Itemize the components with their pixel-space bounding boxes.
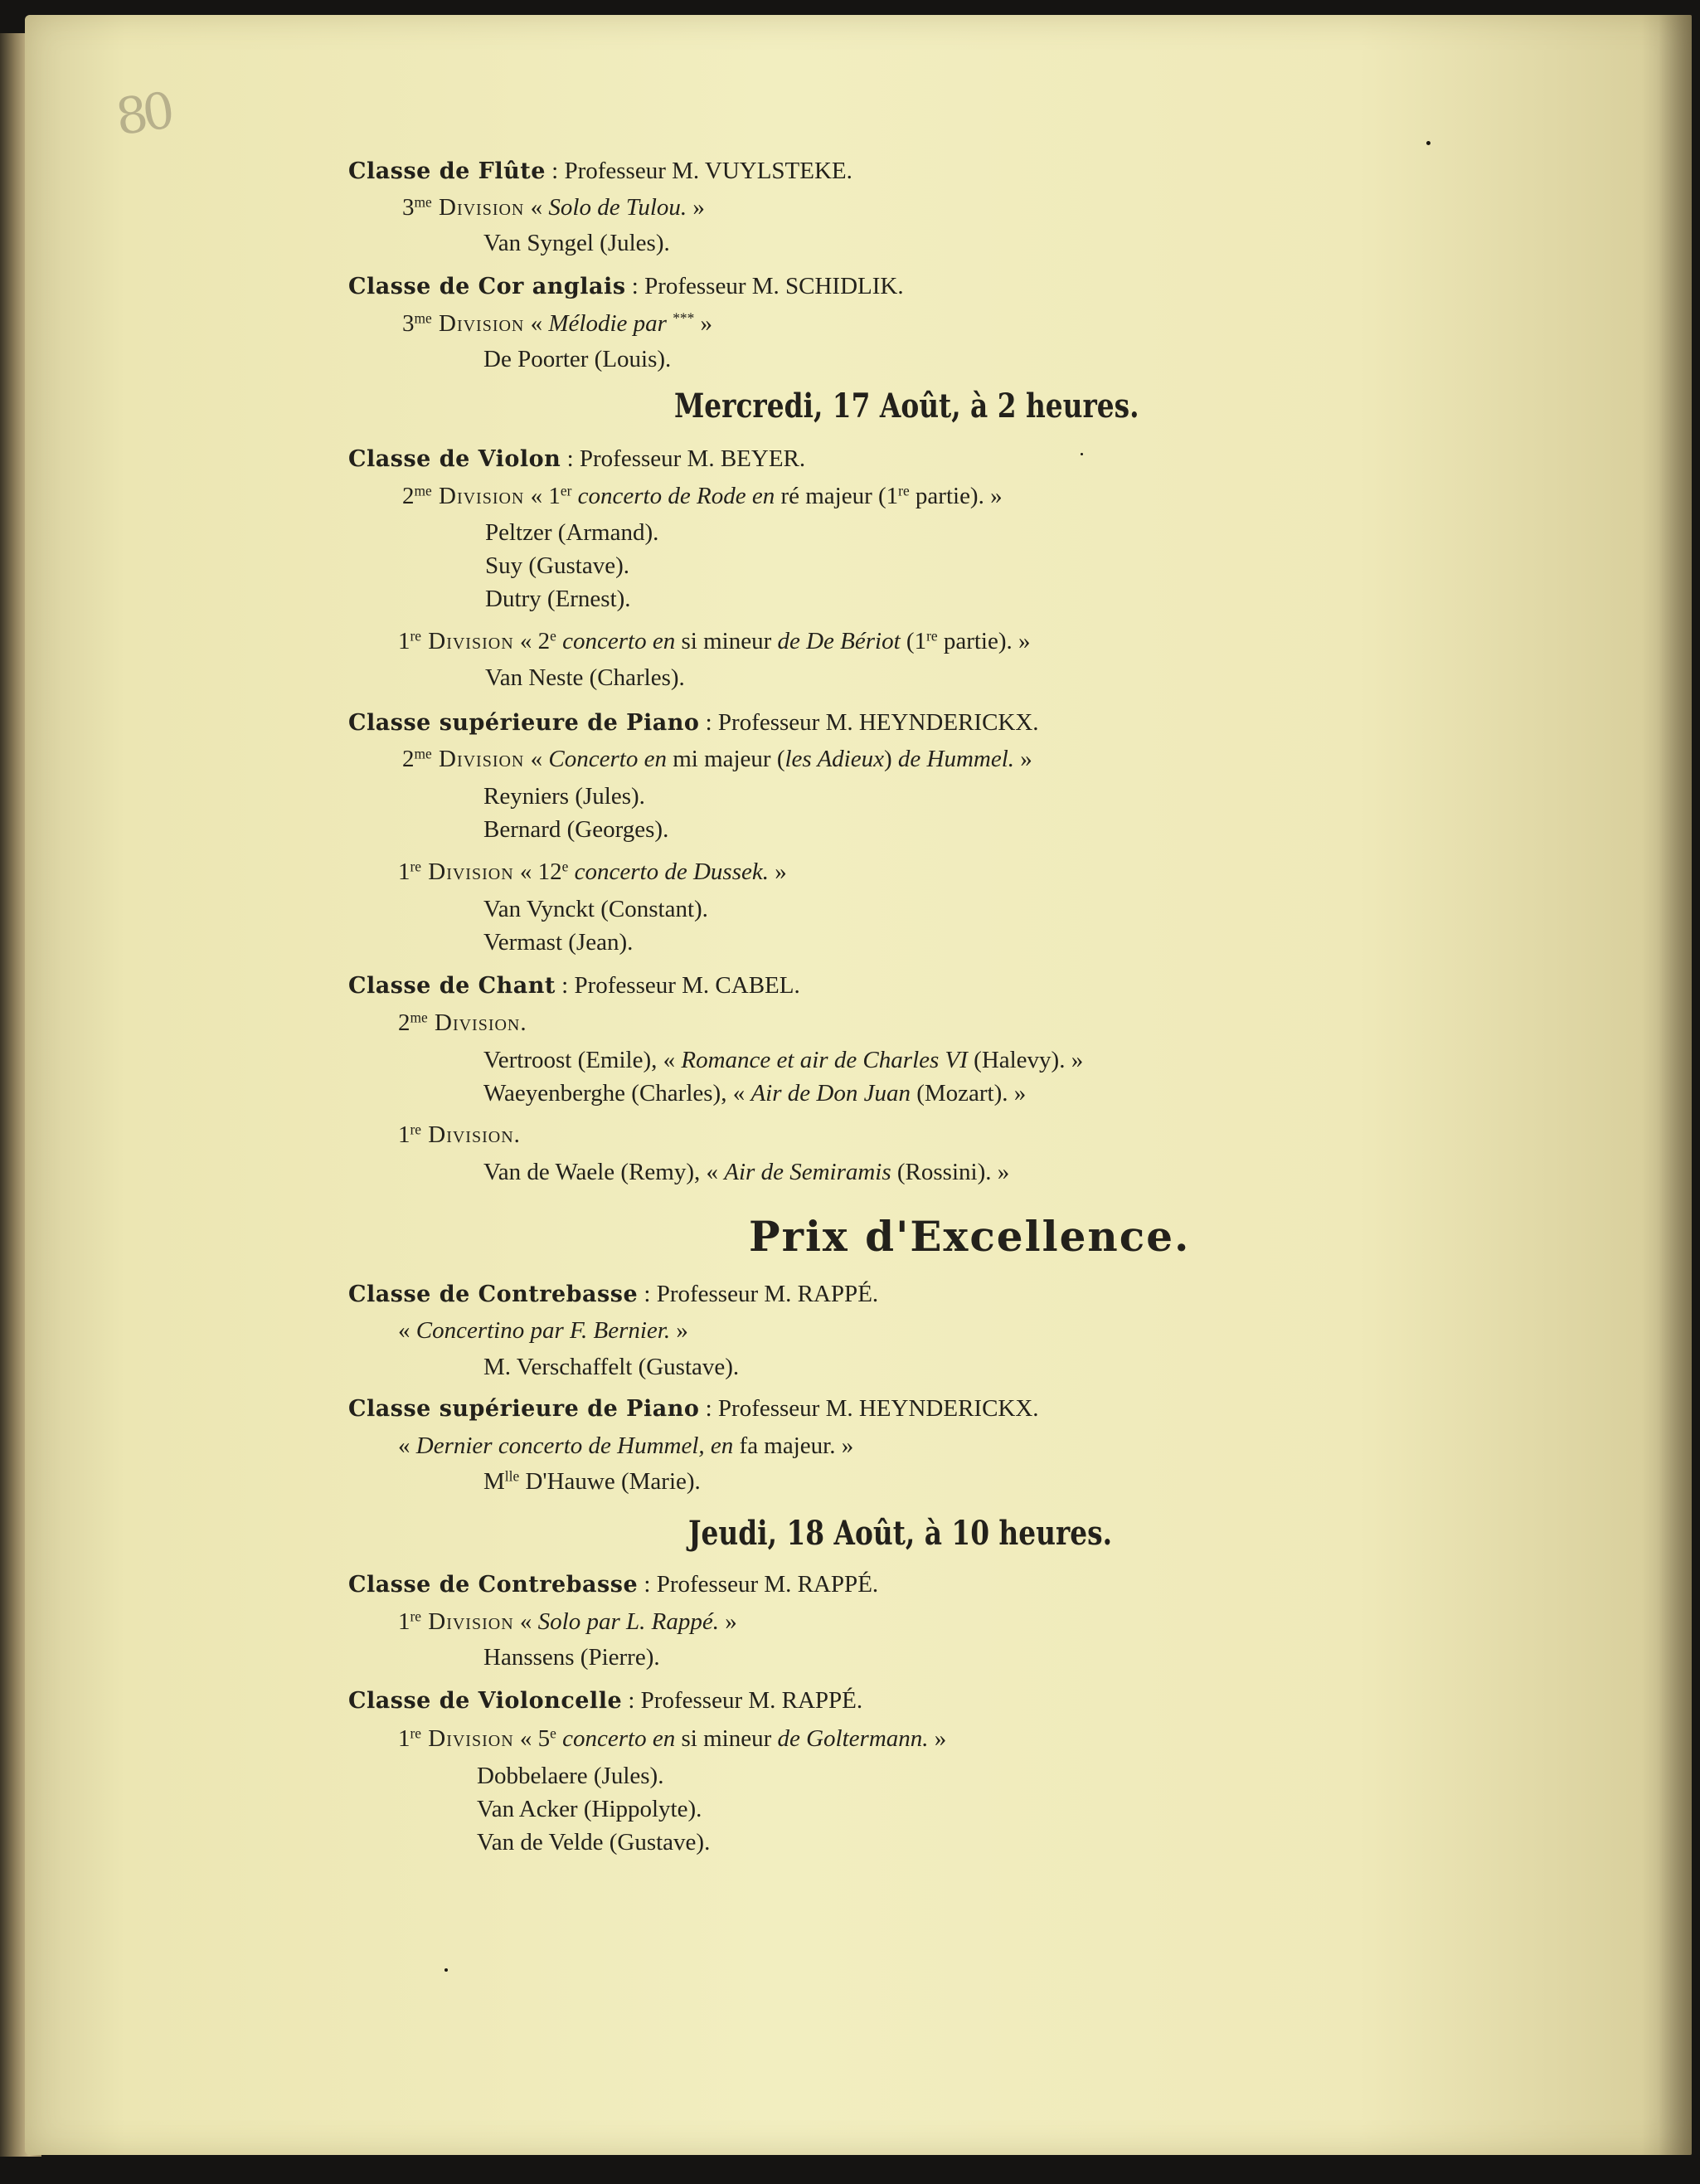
text-run: Division: [431, 310, 525, 337]
division-line: [398, 1722, 946, 1755]
text-run: Concerto en: [548, 746, 667, 772]
division-line: [398, 855, 787, 888]
text-run: Division: [421, 1725, 514, 1752]
student-entry: [483, 1043, 1083, 1077]
text-run: : Professeur M. RAPPÉ.: [638, 1281, 879, 1307]
class-line-piano-superieur: [348, 706, 1039, 740]
class-line-contrebasse: [348, 1277, 878, 1311]
text-run: Mélodie par: [548, 310, 667, 337]
text-run: Division: [431, 194, 525, 221]
class-name: Classe de Chant: [348, 973, 556, 999]
text-run: : Professeur M. RAPPÉ.: [622, 1687, 863, 1714]
class-line-violon: [348, 442, 805, 476]
text-run: Air de Don Juan: [750, 1080, 911, 1107]
text-run: 1: [398, 628, 410, 654]
division-line: [398, 625, 1031, 658]
prix-excellence-heading: [749, 1212, 1190, 1262]
student-entry: [483, 1077, 1026, 1110]
text-run: Van Neste (Charles).: [485, 664, 685, 691]
text-run: »: [694, 310, 713, 337]
superscript: me: [410, 1009, 428, 1026]
text-run: »: [670, 1317, 688, 1344]
text-run: M. Verschaffelt (Gustave).: [483, 1354, 740, 1380]
student-name: [485, 516, 658, 549]
superscript: re: [410, 1121, 422, 1138]
superscript: me: [414, 745, 432, 762]
text-run: : Professeur M. HEYNDERICKX.: [699, 709, 1039, 736]
text-run: 1: [398, 1121, 410, 1148]
text-run: (Rossini). »: [891, 1159, 1010, 1185]
ink-speck: [444, 1968, 448, 1972]
student-name: [485, 661, 685, 694]
text-run: Waeyenberghe (Charles), «: [483, 1080, 751, 1107]
class-line-violoncelle: [348, 1684, 862, 1718]
text-run: Jeudi, 18 Août, à 10 heures.: [688, 1514, 1113, 1553]
text-run: D'Hauwe (Marie).: [519, 1468, 701, 1495]
student-name: [483, 893, 708, 926]
class-name: Classe de Flûte: [348, 158, 546, 184]
text-run: (Halevy). »: [967, 1047, 1084, 1073]
superscript: me: [414, 309, 432, 327]
text-run: 1: [398, 859, 410, 885]
class-line-chant: [348, 969, 800, 1003]
superscript: re: [410, 627, 422, 644]
text-run: Division: [431, 746, 525, 772]
class-name: Classe de Contrebasse: [348, 1282, 639, 1307]
student-name: [477, 1792, 702, 1826]
text-run: (Mozart). »: [910, 1080, 1027, 1107]
text-run: Dutry (Ernest).: [485, 586, 631, 612]
piece-line: [398, 1429, 853, 1462]
text-run: si mineur: [675, 1725, 778, 1752]
page-sheet: [25, 15, 1692, 2155]
text-run: « 12: [513, 859, 562, 885]
class-name: Classe de Violon: [348, 446, 561, 472]
text-run: Division: [421, 628, 514, 654]
student-name: [483, 1465, 701, 1498]
superscript: e: [550, 1724, 556, 1742]
text-run: «: [513, 1608, 538, 1635]
division-line: [402, 307, 712, 340]
student-name: [483, 926, 633, 959]
text-run: concerto en: [562, 628, 676, 654]
class-line-piano-superieur: [348, 1392, 1039, 1426]
text-run: « 1: [524, 483, 561, 509]
student-name: [483, 780, 645, 813]
text-run: Peltzer (Armand).: [485, 519, 659, 546]
superscript: re: [410, 1724, 422, 1742]
text-run: [568, 859, 574, 885]
text-run: Reyniers (Jules).: [483, 783, 645, 810]
student-name: [477, 1759, 663, 1792]
text-run: Vermast (Jean).: [483, 929, 634, 956]
text-run: Vertroost (Emile), «: [483, 1047, 682, 1073]
text-run: ): [883, 746, 898, 772]
text-run: 2: [398, 1009, 410, 1036]
class-line-flute: [348, 154, 852, 188]
text-run: Van de Velde (Gustave).: [477, 1829, 711, 1856]
superscript: e: [550, 627, 556, 644]
text-run: Bernard (Georges).: [483, 816, 669, 843]
class-line-contrebasse: [348, 1568, 878, 1602]
superscript: me: [414, 482, 432, 499]
text-run: concerto en: [562, 1725, 676, 1752]
superscript: ***: [673, 309, 695, 327]
ink-speck: [1426, 141, 1430, 145]
text-run: : Professeur M. CABEL.: [555, 972, 800, 999]
text-run: »: [928, 1725, 947, 1752]
text-run: Division.: [427, 1009, 527, 1036]
text-run: Romance et air de Charles VI: [681, 1047, 968, 1073]
session-heading-thursday: [688, 1512, 1112, 1555]
text-run: 2: [402, 483, 415, 509]
text-run: « 5: [513, 1725, 551, 1752]
student-entry: [483, 1155, 1009, 1189]
text-run: «: [524, 310, 549, 337]
text-run: Hanssens (Pierre).: [483, 1644, 660, 1671]
text-run: partie). »: [937, 628, 1031, 654]
text-run: « 2: [513, 628, 551, 654]
text-run: Van Acker (Hippolyte).: [477, 1796, 702, 1822]
class-name: Classe de Cor anglais: [348, 274, 626, 299]
text-run: 2: [402, 746, 415, 772]
text-run: partie). »: [909, 483, 1003, 509]
division-line: [402, 742, 1032, 776]
text-run: Division.: [421, 1121, 521, 1148]
class-name: Classe supérieure de Piano: [348, 710, 700, 736]
text-run: Van Vynckt (Constant).: [483, 896, 708, 922]
student-name: [477, 1826, 710, 1859]
text-run: Division: [421, 859, 514, 885]
superscript: re: [410, 858, 422, 875]
superscript: re: [926, 627, 938, 644]
student-name: [483, 813, 668, 846]
text-run: de Hummel.: [897, 746, 1015, 772]
text-run: Solo de Tulou.: [548, 194, 687, 221]
text-run: [571, 483, 577, 509]
text-run: ré majeur (1: [775, 483, 899, 509]
text-run: Air de Semiramis: [724, 1159, 891, 1185]
student-name: [483, 1350, 739, 1384]
text-run: »: [768, 859, 787, 885]
piece-line: [398, 1314, 688, 1347]
text-run: de De Bériot: [777, 628, 901, 654]
superscript: lle: [504, 1467, 520, 1485]
text-run: Van de Waele (Remy), «: [483, 1159, 725, 1185]
division-line: [402, 191, 705, 224]
division-line: [398, 1605, 737, 1638]
text-run: M: [483, 1468, 505, 1495]
class-name: Classe de Violoncelle: [348, 1688, 623, 1714]
text-run: les Adieux: [784, 746, 884, 772]
text-run: »: [1014, 746, 1032, 772]
text-run: 3: [402, 194, 415, 221]
text-run: si mineur: [675, 628, 778, 654]
text-run: 3: [402, 310, 415, 337]
student-name: [483, 343, 671, 376]
text-run: Division: [421, 1608, 514, 1635]
text-run: : Professeur M. RAPPÉ.: [638, 1571, 879, 1598]
text-run: Dernier concerto de Hummel, en: [415, 1432, 734, 1459]
text-run: : Professeur M. HEYNDERICKX.: [699, 1395, 1039, 1422]
text-run: »: [687, 194, 705, 221]
text-run: fa majeur. »: [733, 1432, 854, 1459]
text-run: Van Syngel (Jules).: [483, 230, 670, 256]
text-run: 1: [398, 1725, 410, 1752]
student-name: [485, 549, 629, 582]
division-line: [402, 479, 1003, 513]
text-run: »: [718, 1608, 737, 1635]
text-run: Dobbelaere (Jules).: [477, 1763, 664, 1789]
text-run: concerto de Dussek.: [574, 859, 769, 885]
handwritten-page-number: 80: [112, 81, 173, 148]
class-name: Classe de Contrebasse: [348, 1572, 639, 1598]
text-run: de Goltermann.: [777, 1725, 929, 1752]
text-run: «: [398, 1317, 416, 1344]
division-line: [398, 1006, 527, 1039]
superscript: re: [410, 1608, 422, 1625]
text-run: Solo par L. Rappé.: [537, 1608, 719, 1635]
text-run: Suy (Gustave).: [485, 552, 629, 579]
text-run: «: [398, 1432, 416, 1459]
text-run: (1: [900, 628, 927, 654]
text-run: De Poorter (Louis).: [483, 346, 672, 372]
text-run: Division: [431, 483, 525, 509]
text-run: Mercredi, 17 Août, à 2 heures.: [674, 387, 1139, 426]
text-run: «: [524, 746, 549, 772]
student-name: [483, 226, 670, 260]
text-run: : Professeur M. VUYLSTEKE.: [545, 158, 852, 184]
superscript: e: [561, 858, 569, 875]
session-heading-wednesday: [674, 385, 1139, 428]
text-run: mi majeur (: [666, 746, 785, 772]
text-run: Prix d'Excellence.: [749, 1212, 1191, 1261]
text-run: 1: [398, 1608, 410, 1635]
superscript: re: [898, 482, 910, 499]
student-name: [483, 1641, 660, 1674]
superscript: me: [414, 193, 432, 211]
text-run: «: [524, 194, 549, 221]
division-line: [398, 1118, 521, 1151]
text-run: concerto de Rode en: [577, 483, 775, 509]
class-line-cor-anglais: [348, 270, 904, 304]
text-run: : Professeur M. SCHIDLIK.: [625, 273, 904, 299]
page-shadow: [1659, 15, 1692, 2155]
text-run: Concertino par F. Bernier.: [415, 1317, 671, 1344]
ink-speck: [1081, 453, 1083, 455]
student-name: [485, 582, 631, 615]
superscript: er: [560, 482, 572, 499]
class-name: Classe supérieure de Piano: [348, 1396, 700, 1422]
text-run: : Professeur M. BEYER.: [561, 445, 806, 472]
